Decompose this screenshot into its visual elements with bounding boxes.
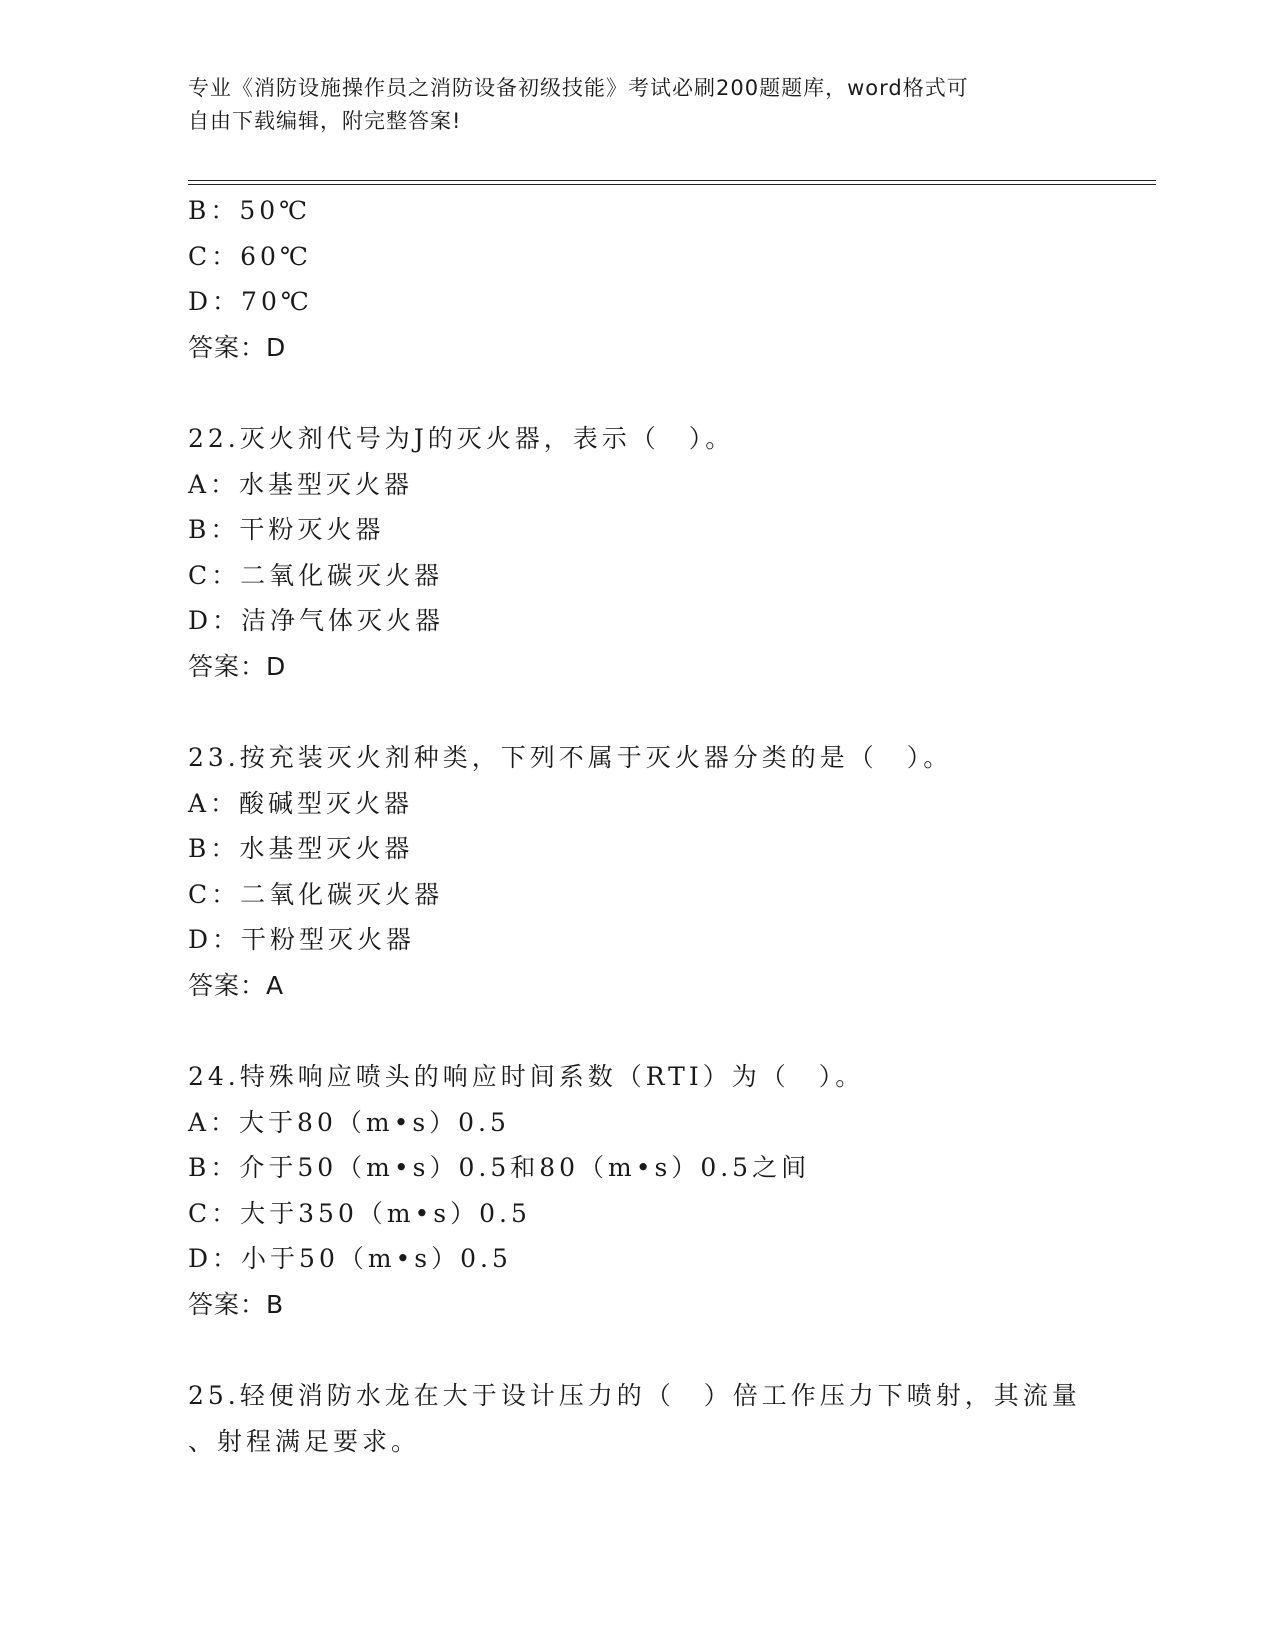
header-line-2: 自由下载编辑，附完整答案! xyxy=(188,109,462,133)
option-d: D：70℃ xyxy=(188,287,313,316)
question-25 xyxy=(188,1373,1088,1464)
spacer xyxy=(188,1327,1088,1373)
option-a: A：大于80（m•s）0.5 xyxy=(188,1107,510,1137)
spacer xyxy=(188,1008,1088,1054)
option-a: A：水基型灭火器 xyxy=(188,469,414,499)
answer: 答案：A xyxy=(188,970,285,1000)
question-list xyxy=(188,188,1088,1464)
question-23 xyxy=(188,735,1088,1008)
answer: 答案：D xyxy=(188,332,287,362)
spacer xyxy=(188,370,1088,416)
question-22 xyxy=(188,416,1088,689)
option-d: D：小于50（m•s）0.5 xyxy=(188,1244,512,1273)
question-21 xyxy=(188,188,1088,370)
option-c: C：60℃ xyxy=(188,241,312,271)
header-divider xyxy=(188,180,1156,185)
option-a: A：酸碱型灭火器 xyxy=(188,788,414,818)
option-b: B：水基型灭火器 xyxy=(188,834,414,863)
spacer xyxy=(188,689,1088,735)
option-c: C：二氧化碳灭火器 xyxy=(188,560,444,590)
document-header xyxy=(188,72,1068,138)
option-b: B：50℃ xyxy=(188,196,312,225)
option-b: B：介于50（m•s）0.5和80（m•s）0.5之间 xyxy=(188,1153,811,1182)
question-stem-line-2: 、射程满足要求。 xyxy=(188,1426,421,1456)
question-stem: 22.灭火剂代号为J的灭火器，表示（ ）。 xyxy=(188,424,735,453)
question-stem-line-1: 25.轻便消防水龙在大于设计压力的（ ）倍工作压力下喷射，其流量 xyxy=(188,1381,1081,1410)
option-c: C：二氧化碳灭火器 xyxy=(188,879,444,909)
question-24 xyxy=(188,1054,1088,1327)
option-d: D：洁净气体灭火器 xyxy=(188,606,445,635)
option-d: D：干粉型灭火器 xyxy=(188,925,416,954)
option-c: C：大于350（m•s）0.5 xyxy=(188,1198,531,1228)
option-b: B：干粉灭火器 xyxy=(188,515,385,544)
question-stem: 24.特殊响应喷头的响应时间系数（RTI）为（ ）。 xyxy=(188,1062,865,1091)
question-stem: 23.按充装灭火剂种类，下列不属于灭火器分类的是（ ）。 xyxy=(188,743,953,772)
answer: 答案：B xyxy=(188,1289,285,1319)
header-line-1: 专业《消防设施操作员之消防设备初级技能》考试必刷200题题库，word格式可 xyxy=(188,76,969,100)
answer: 答案：D xyxy=(188,651,287,681)
